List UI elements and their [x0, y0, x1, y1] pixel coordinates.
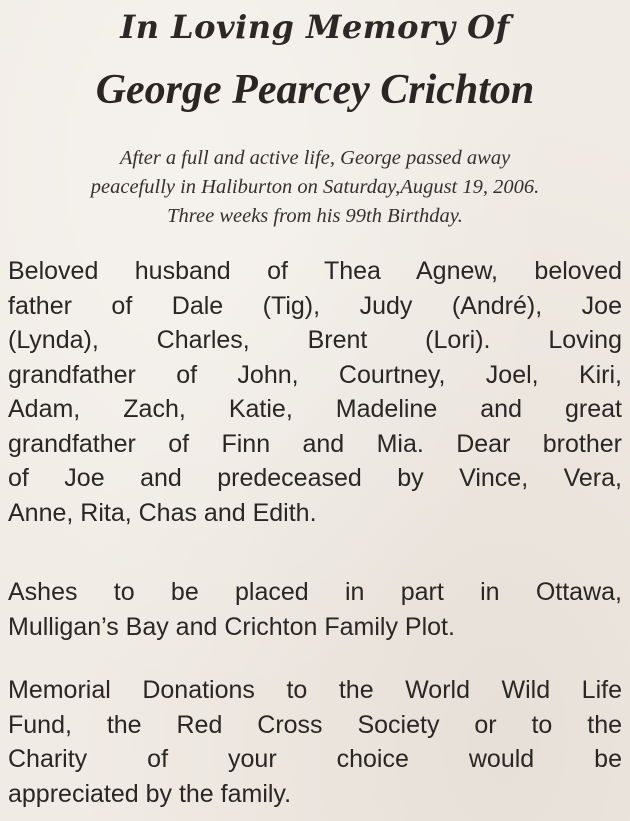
paragraph-line: grandfather of Finn and Mia. Dear brother — [8, 429, 622, 458]
paragraph-line: (Lynda), Charles, Brent (Lori). Loving — [8, 326, 622, 354]
intro-line: Three weeks from his 99th Birthday. — [167, 205, 463, 227]
paragraph-line: Ashes to be placed in part in Ottawa, — [8, 578, 622, 606]
paragraph-line: Anne, Rita, Chas and Edith. — [8, 498, 317, 527]
paragraph-line: grandfather of John, Courtney, Joel, Kiri, — [8, 360, 622, 389]
donations-paragraph — [8, 673, 622, 811]
intro-text — [20, 144, 610, 231]
paragraph-line: appreciated by the family. — [8, 779, 292, 808]
ashes-paragraph — [8, 575, 622, 644]
paragraph-line: Memorial Donations to the World Wild Life — [8, 676, 622, 704]
deceased-name: George Pearcey Crichton — [95, 67, 535, 113]
paragraph-line: of Joe and predeceased by Vince, Vera, — [8, 464, 622, 492]
paragraph-line: Beloved husband of Thea Agnew, beloved — [8, 257, 622, 285]
intro-line: After a full and active life, George passed away — [119, 147, 511, 169]
paragraph-line: Charity of your choice would be — [8, 745, 622, 773]
paragraph-line: Adam, Zach, Katie, Madeline and great — [8, 395, 622, 423]
paragraph-line: father of Dale (Tig), Judy (André), Joe — [8, 291, 622, 320]
memorial-heading: In Loving Memory Of — [120, 8, 510, 46]
intro-line: peacefully in Haliburton on Saturday,August 19, 2006. — [90, 176, 540, 198]
paragraph-line: Mulligan’s Bay and Crichton Family Plot. — [8, 612, 455, 641]
family-paragraph — [8, 254, 622, 530]
paragraph-line: Fund, the Red Cross Society or to the — [8, 710, 622, 739]
